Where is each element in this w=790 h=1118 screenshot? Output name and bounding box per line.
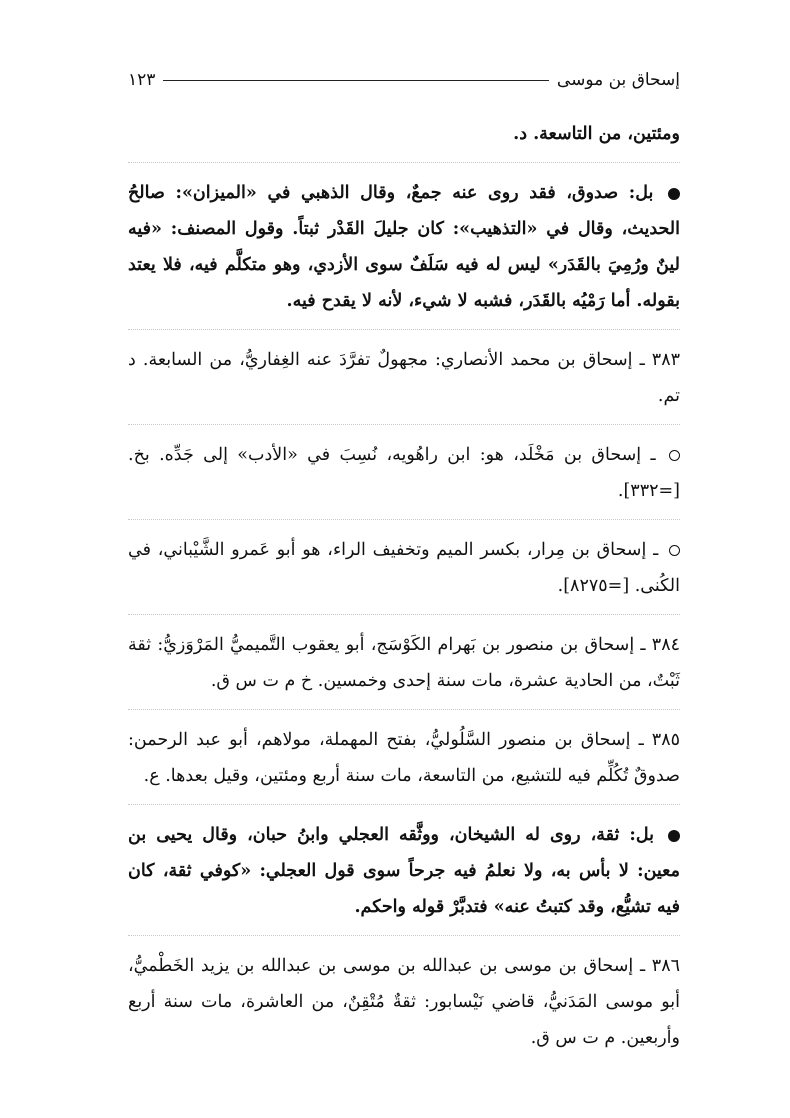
filled-bullet-icon bbox=[668, 188, 680, 200]
header-rule bbox=[163, 80, 549, 81]
entry-text: ٣٨٤ ـ إسحاق بن منصور بن بَهرام الكَوْسَج، أبو يعقوب التَّميميُّ المَرْوَزيُّ: ثقة ثَبْتٌ، من الحادية عشرة، مات سنة إحدى وخمسين. خ م ت س ق. bbox=[128, 635, 680, 691]
entry-text: ٣٨٣ ـ إسحاق بن محمد الأنصاري: مجهولٌ تفرَّدَ عنه الغِفاريُّ، من السابعة. د تم. bbox=[128, 350, 680, 406]
cross-reference-text: ـ إسحاق بن مِرار، بكسر الميم وتخفيف الراء، هو أبو عَمرو الشَّيْباني، في الكُنى. [=٨٢٧٥]. bbox=[128, 540, 680, 596]
hollow-circle-icon bbox=[669, 450, 680, 461]
biography-entry bbox=[128, 329, 680, 424]
comment-text: بل: صدوق، فقد روى عنه جمعٌ، وقال الذهبي في «الميزان»: صالحُ الحديث، وقال في «التذهيب»: كان جليلَ القَدْر ثبتاً. وقول المصنف: «فيه لينٌ ورُمِيَ بالقَدَر» ليس له فيه سَلَفٌ سوى الأزدي، وهو متكلَّم فيه، فلا يعتد بقوله. أما رَمْيُه بالقَدَر، فشبه لا شيء، لأنه لا يقدح فيه. bbox=[128, 183, 680, 311]
page-number: ١٢٣ bbox=[128, 70, 156, 90]
comment-text: بل: ثقة، روى له الشيخان، ووثَّقه العجلي وابنُ حبان، وقال يحيى بن معين: لا بأس به، ولا نعلمُ فيه جرحاً سوى قول العجلي: «كوفي ثقة، كان فيه تشيُّع، وقد كتبتُ عنه» فتدبَّرْ قوله واحكم. bbox=[128, 825, 680, 917]
header-title: إسحاق بن موسى bbox=[556, 70, 680, 90]
cross-reference-entry bbox=[128, 519, 680, 614]
biography-entry bbox=[128, 614, 680, 709]
continuation-paragraph bbox=[128, 112, 680, 162]
comment-paragraph bbox=[128, 162, 680, 329]
hollow-circle-icon bbox=[669, 545, 680, 556]
biography-entry bbox=[128, 935, 680, 1066]
cross-reference-text: ـ إسحاق بن مَخْلَد، هو: ابن راهُويه، نُسِبَ في «الأدب» إلى جَدِّه. بخ. [=٣٣٢]. bbox=[128, 445, 680, 501]
comment-paragraph bbox=[128, 804, 680, 935]
continuation-text: ومئتين، من التاسعة. د. bbox=[513, 124, 680, 144]
running-header bbox=[128, 66, 680, 94]
biography-entry bbox=[128, 709, 680, 804]
filled-bullet-icon bbox=[668, 830, 680, 842]
cross-reference-entry bbox=[128, 424, 680, 519]
entry-text: ٣٨٥ ـ إسحاق بن منصور السَّلُوليُّ، بفتح المهملة، مولاهم، أبو عبد الرحمن: صدوقٌ تُكُلِّم فيه للتشيع، من التاسعة، مات سنة أربع ومئتين، وقيل بعدها. ع. bbox=[128, 730, 680, 786]
page-body bbox=[128, 112, 680, 1066]
entry-text: ٣٨٦ ـ إسحاق بن موسى بن عبدالله بن موسى بن عبدالله بن يزيد الخَطْميُّ، أبو موسى المَدَنيُّ، قاضي نَيْسابور: ثقةٌ مُتْقِنٌ، من العاشرة، مات سنة أربع وأربعين. م ت س ق. bbox=[128, 956, 680, 1048]
